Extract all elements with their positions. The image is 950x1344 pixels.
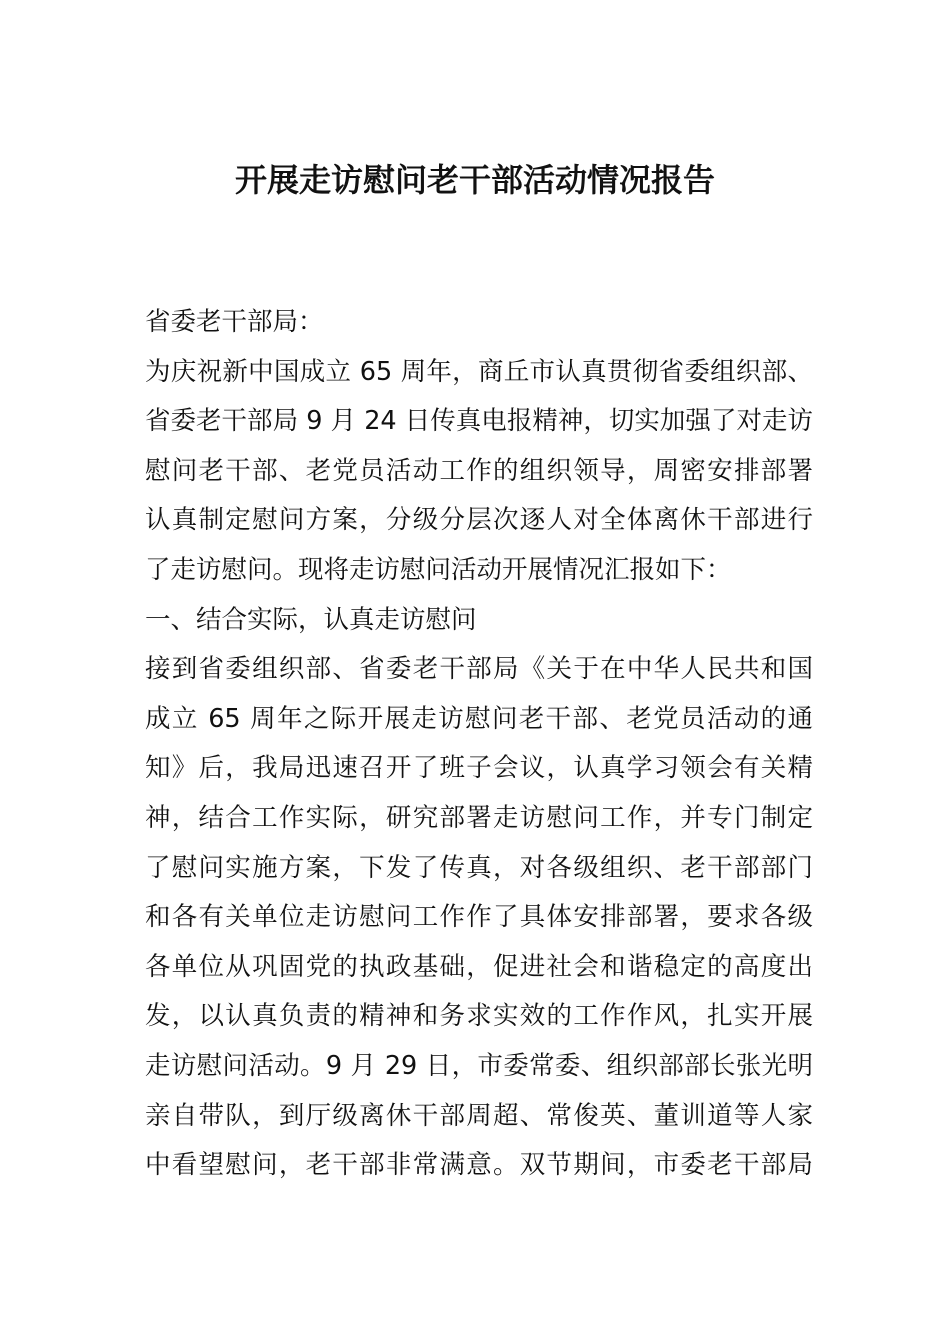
section-heading: 一、结合实际，认真走访慰问 <box>145 604 477 635</box>
paragraph-line: 走访慰问活动。9 月 29 日，市委常委、组织部部长张光明 <box>145 1050 813 1081</box>
paragraph-line: 了慰问实施方案，下发了传真，对各级组织、老干部部门 <box>145 852 813 883</box>
paragraph-line: 接到省委组织部、省委老干部局《关于在中华人民共和国 <box>145 654 813 685</box>
paragraph-line: 为庆祝新中国成立 65 周年，商丘市认真贯彻省委组织部、 <box>145 356 813 387</box>
paragraph-line: 认真制定慰问方案，分级分层次逐人对全体离休干部进行 <box>145 505 813 536</box>
paragraph-line: 了走访慰问。现将走访慰问活动开展情况汇报如下： <box>145 554 732 585</box>
document-body <box>145 298 813 1191</box>
paragraph-line: 和各有关单位走访慰问工作作了具体安排部署，要求各级 <box>145 902 813 933</box>
paragraph-line: 中看望慰问，老干部非常满意。双节期间，市委老干部局 <box>145 1150 813 1181</box>
paragraph-line: 成立 65 周年之际开展走访慰问老干部、老党员活动的通 <box>145 703 813 734</box>
document-title: 开展走访慰问老干部活动情况报告 <box>234 161 715 199</box>
paragraph-line: 慰问老干部、老党员活动工作的组织领导，周密安排部署 <box>145 455 813 486</box>
salutation-line: 省委老干部局： <box>145 307 324 337</box>
paragraph-line: 各单位从巩固党的执政基础，促进社会和谐稳定的高度出 <box>145 951 813 982</box>
paragraph-line: 省委老干部局 9 月 24 日传真电报精神，切实加强了对走访 <box>145 406 813 437</box>
paragraph-line: 亲自带队，到厅级离休干部周超、常俊英、董训道等人家 <box>145 1100 813 1131</box>
paragraph-line: 神，结合工作实际，研究部署走访慰问工作，并专门制定 <box>145 802 813 833</box>
paragraph-line: 发，以认真负责的精神和务求实效的工作作风，扎实开展 <box>145 1001 813 1032</box>
paragraph-line: 知》后，我局迅速召开了班子会议，认真学习领会有关精 <box>145 753 813 784</box>
